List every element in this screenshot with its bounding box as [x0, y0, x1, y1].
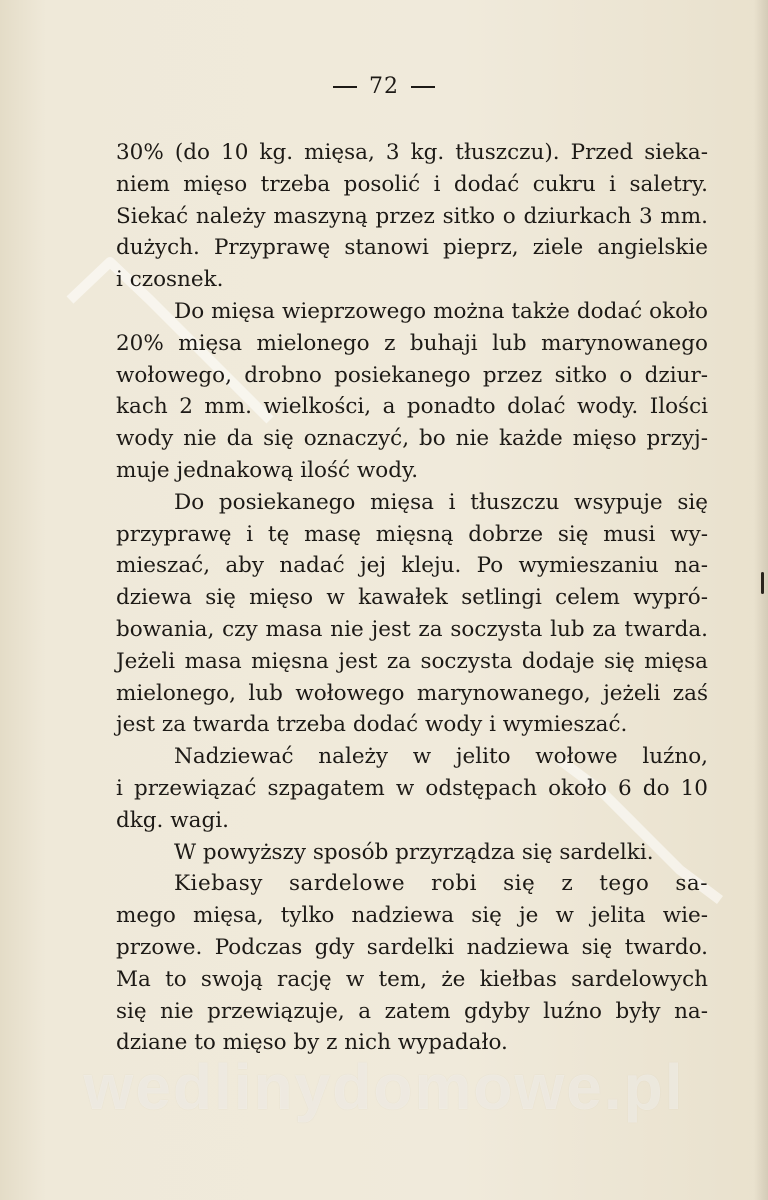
text-line: 30% (do 10 kg. mięsa, 3 kg. tłuszczu). Przed sieka-	[116, 140, 708, 165]
text-line: się nie przewiązuje, a zatem gdyby luźno były na-	[116, 998, 708, 1024]
text-line: Do posiekanego mięsa i tłuszczu wsypuje się	[174, 489, 708, 515]
text-line: dziane to mięso by z nich wypadało.	[116, 1030, 508, 1056]
text-line: mielonego, lub wołowego marynowanego, jeżeli zaś	[116, 680, 708, 706]
page-number: 72	[369, 74, 399, 99]
text-line: mieszać, aby nadać jej kleju. Po wymieszaniu na-	[116, 553, 708, 579]
header-dash-left	[333, 86, 357, 88]
text-line: niem mięso trzeba posolić i dodać cukru i saletry.	[116, 171, 708, 197]
text-line: mego mięsa, tylko nadziewa się je w jelita wie-	[116, 903, 708, 929]
text-line: W powyższy sposób przyrządza się sardelki.	[174, 839, 654, 865]
text-line: i przewiązać szpagatem w odstępach około 6 do 10	[116, 775, 708, 801]
text-line: Ma to swoją rację w tem, że kiełbas sardelowych	[116, 966, 708, 992]
text-line: wody nie da się oznaczyć, bo nie każde mięso przyj-	[116, 426, 708, 452]
watermark: wedlinydomowe.pl	[83, 1051, 685, 1123]
page-edge-shadow	[754, 0, 768, 1200]
text-line: Nadziewać należy w jelito wołowe luźno,	[174, 744, 708, 770]
text-line: Kiebasy sardelowe robi się z tego sa-	[174, 871, 708, 897]
text-line: przyprawę i tę masę mięsną dobrze się musi wy-	[116, 521, 708, 547]
text-line: wołowego, drobno posiekanego przez sitko o dziur-	[116, 362, 708, 388]
text-line: kach 2 mm. wielkości, a ponadto dolać wody. Ilości	[116, 394, 708, 420]
text-line: dkg. wagi.	[116, 807, 229, 833]
page-header	[0, 74, 768, 99]
text-line: Siekać należy maszyną przez sitko o dziurkach 3 mm.	[116, 203, 708, 229]
text-line: 20% mięsa mielonego z buhaji lub marynowanego	[116, 330, 708, 356]
text-line: muje jednakową ilość wody.	[116, 457, 419, 483]
body-text	[116, 137, 708, 1059]
text-line: i czosnek.	[116, 267, 224, 293]
text-line: dziewa się mięso w kawałek setlingi celem wypró-	[116, 585, 708, 611]
text-line: Jeżeli masa mięsna jest za soczysta dodaje się mięsa	[116, 648, 708, 674]
text-line: jest za twarda trzeba dodać wody i wymieszać.	[116, 712, 628, 738]
page-edge-mark	[761, 572, 764, 594]
text-line: bowania, czy masa nie jest za soczysta lub za twarda.	[116, 616, 708, 642]
text-line: Do mięsa wieprzowego można także dodać około	[174, 298, 708, 324]
header-dash-right	[411, 86, 435, 88]
text-line: dużych. Przyprawę stanowi pieprz, ziele angielskie	[116, 235, 708, 261]
text-line: przowe. Podczas gdy sardelki nadziewa się twardo.	[116, 934, 708, 960]
